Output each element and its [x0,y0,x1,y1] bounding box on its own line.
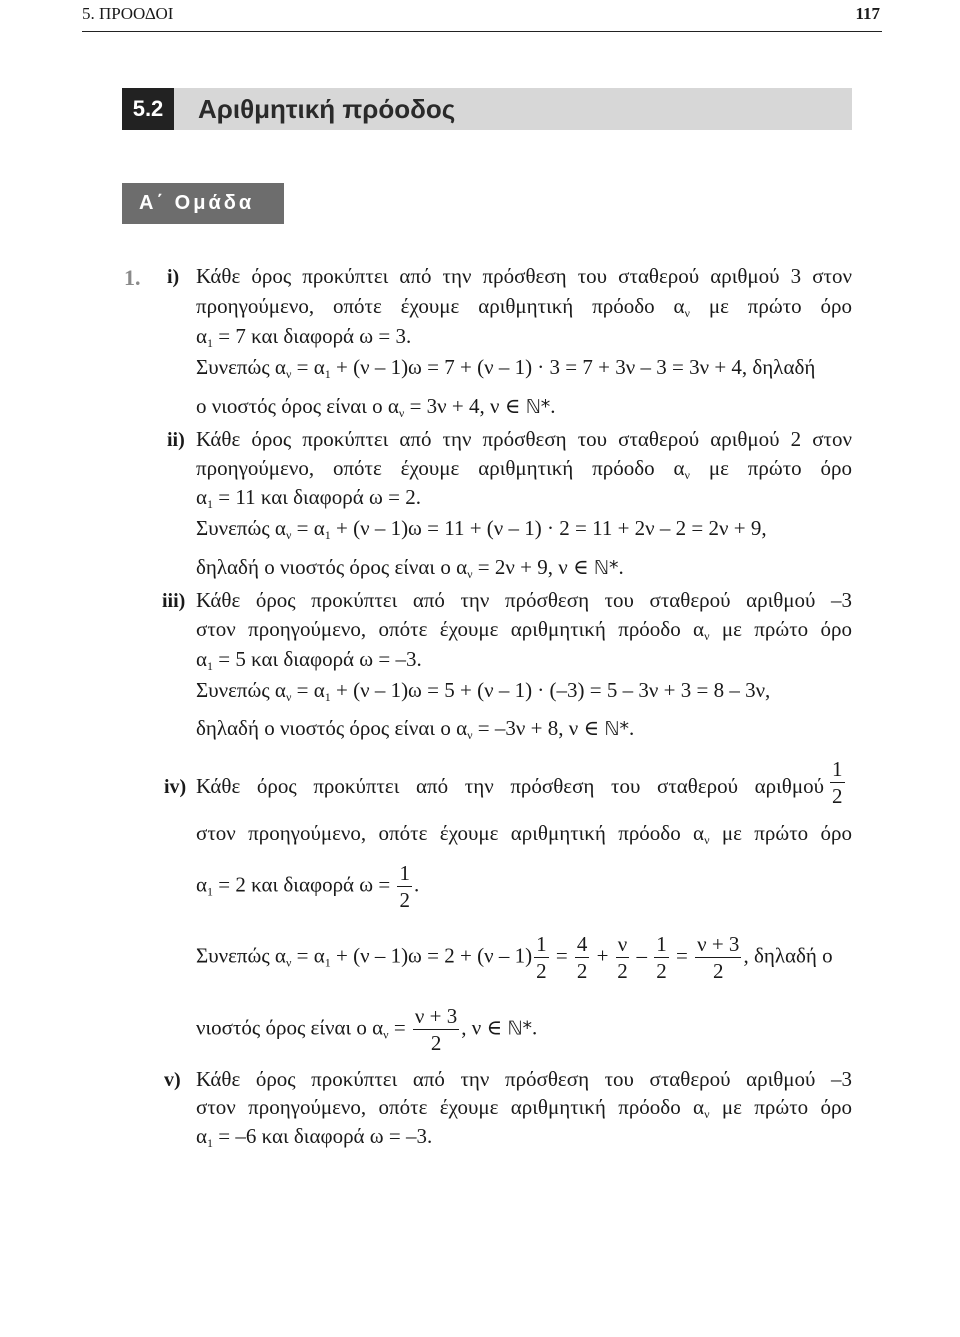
part-i-line2: προηγούμενο, οπότε έχουμε αριθμητική πρόοδο $\alpha_\nu$ με πρώτο όρο [196,294,852,320]
part-ii-line1: Κάθε όρος προκύπτει από την πρόσθεση του σταθερού αριθμού 2 στον [196,427,852,451]
part-iv-line1: Κάθε όρος προκύπτει από την πρόσθεση του σταθερού αριθμού [196,774,824,798]
part-i-label: i) [167,266,180,288]
part-iv-line3: $\alpha_1 = 2$ και διαφορά ω = $\frac{1}{2}$ . [196,861,420,913]
part-v-line2: στον προηγούμενο, οπότε έχουμε αριθμητική πρόοδο $\alpha_\nu$ με πρώτο όρο [196,1095,852,1121]
part-iii-line5: δηλαδή ο νιοστός όρος είναι ο $\alpha_\nu = -3\nu + 8$, ν ∈ ℕ*. [196,716,635,742]
part-i-line3: $\alpha_1 = 7$ και διαφορά ω = 3. [196,324,412,350]
part-iii-label: iii) [162,590,186,612]
part-iii-line4: Συνεπώς $\alpha_\nu = \alpha_1 + (\nu - 1)\omega = 5 + (\nu - 1) \cdot (-3) = 5 - 3\nu + 3 = 8 - 3\nu$, [196,678,771,704]
naturals-symbol: ℕ* [593,557,619,579]
part-iv-label: iv) [164,776,187,798]
fraction-four-halves: $\frac{4}{2}$ [576,932,588,984]
part-iii-line3: $\alpha_1 = 5$ και διαφορά ω = –3. [196,647,422,673]
part-ii-label: ii) [167,429,185,451]
part-v-line3: $\alpha_1 = -6$ και διαφορά ω = –3. [196,1124,433,1150]
naturals-symbol: ℕ* [507,1017,533,1040]
running-header-chapter: 5. ΠΡΟΟΔΟΙ [82,4,174,23]
part-iv-line4: Συνεπώς $\alpha_\nu = \alpha_1 + (\nu - 1)\omega = 2 + (\nu - 1)$ $\frac{1}{2}$ = $\frac{4}{2}$ + $\frac{\nu}{2}$ – $\frac{1}{2}$ = $\frac{\nu + 3}{2}$ , δηλαδή ο [196,932,833,984]
part-ii-line4: Συνεπώς $\alpha_\nu = \alpha_1 + (\nu - 1)\omega = 11 + (\nu - 1) \cdot 2 = 11 + 2\nu - 2 = 2\nu + 9$, [196,516,767,542]
fraction-one-half: $\frac{1}{2}$ [399,861,410,913]
part-iii-line2: στον προηγούμενο, οπότε έχουμε αριθμητική πρόοδο $\alpha_\nu$ με πρώτο όρο [196,617,852,643]
section-number: 5.2 [122,88,174,130]
part-v-label: v) [164,1069,181,1091]
exercise-number: 1. [124,265,141,290]
part-iii-line1: Κάθε όρος προκύπτει από την πρόσθεση του σταθερού αριθμού –3 [196,588,852,612]
part-ii-line2: προηγούμενο, οπότε έχουμε αριθμητική πρόοδο $\alpha_\nu$ με πρώτο όρο [196,456,852,482]
group-title: Α΄ Ομάδα [122,183,284,224]
fraction-nu-plus-3-half: $\frac{\nu + 3}{2}$ [414,1004,458,1056]
page-number: 117 [855,4,880,23]
part-ii-line5: δηλαδή ο νιοστός όρος είναι ο $\alpha_\nu = 2\nu + 9$, ν ∈ ℕ*. [196,555,624,581]
fraction-one-half: $\frac{1}{2}$ [536,932,547,984]
header-rule [82,31,882,32]
part-ii-line3: $\alpha_1 = 11$ και διαφορά ω = 2. [196,485,421,511]
part-iv-line5: νιοστός όρος είναι ο $\alpha_\nu$ = $\frac{\nu + 3}{2}$ , ν ∈ ℕ*. [196,1004,538,1056]
naturals-symbol: ℕ* [604,718,629,740]
fraction-one-half: $\frac{1}{2}$ [832,757,843,809]
section-title: Αριθμητική πρόοδος [198,94,456,124]
part-v-line1: Κάθε όρος προκύπτει από την πρόσθεση του σταθερού αριθμού –3 [196,1067,852,1091]
part-iv-line2: στον προηγούμενο, οπότε έχουμε αριθμητική πρόοδο $\alpha_\nu$ με πρώτο όρο [196,821,852,847]
part-i-line1: Κάθε όρος προκύπτει από την πρόσθεση του σταθερού αριθμού 3 στον [196,264,852,288]
part-i-line4: Συνεπώς $\alpha_\nu = \alpha_1 + (\nu - 1)\omega = 7 + (\nu - 1) \cdot 3 = 7 + 3\nu - 3 = 3\nu + 4$, δηλαδή [196,355,816,381]
naturals-symbol: ℕ* [525,396,551,418]
fraction-nu-plus-3-half: $\frac{\nu + 3}{2}$ [697,932,740,984]
fraction-one-half: $\frac{1}{2}$ [656,932,667,984]
fraction-nu-half: $\frac{\nu}{2}$ [617,932,628,984]
part-i-line5: ο νιοστός όρος είναι ο $\alpha_\nu = 3\nu + 4$, ν ∈ ℕ*. [196,394,556,420]
